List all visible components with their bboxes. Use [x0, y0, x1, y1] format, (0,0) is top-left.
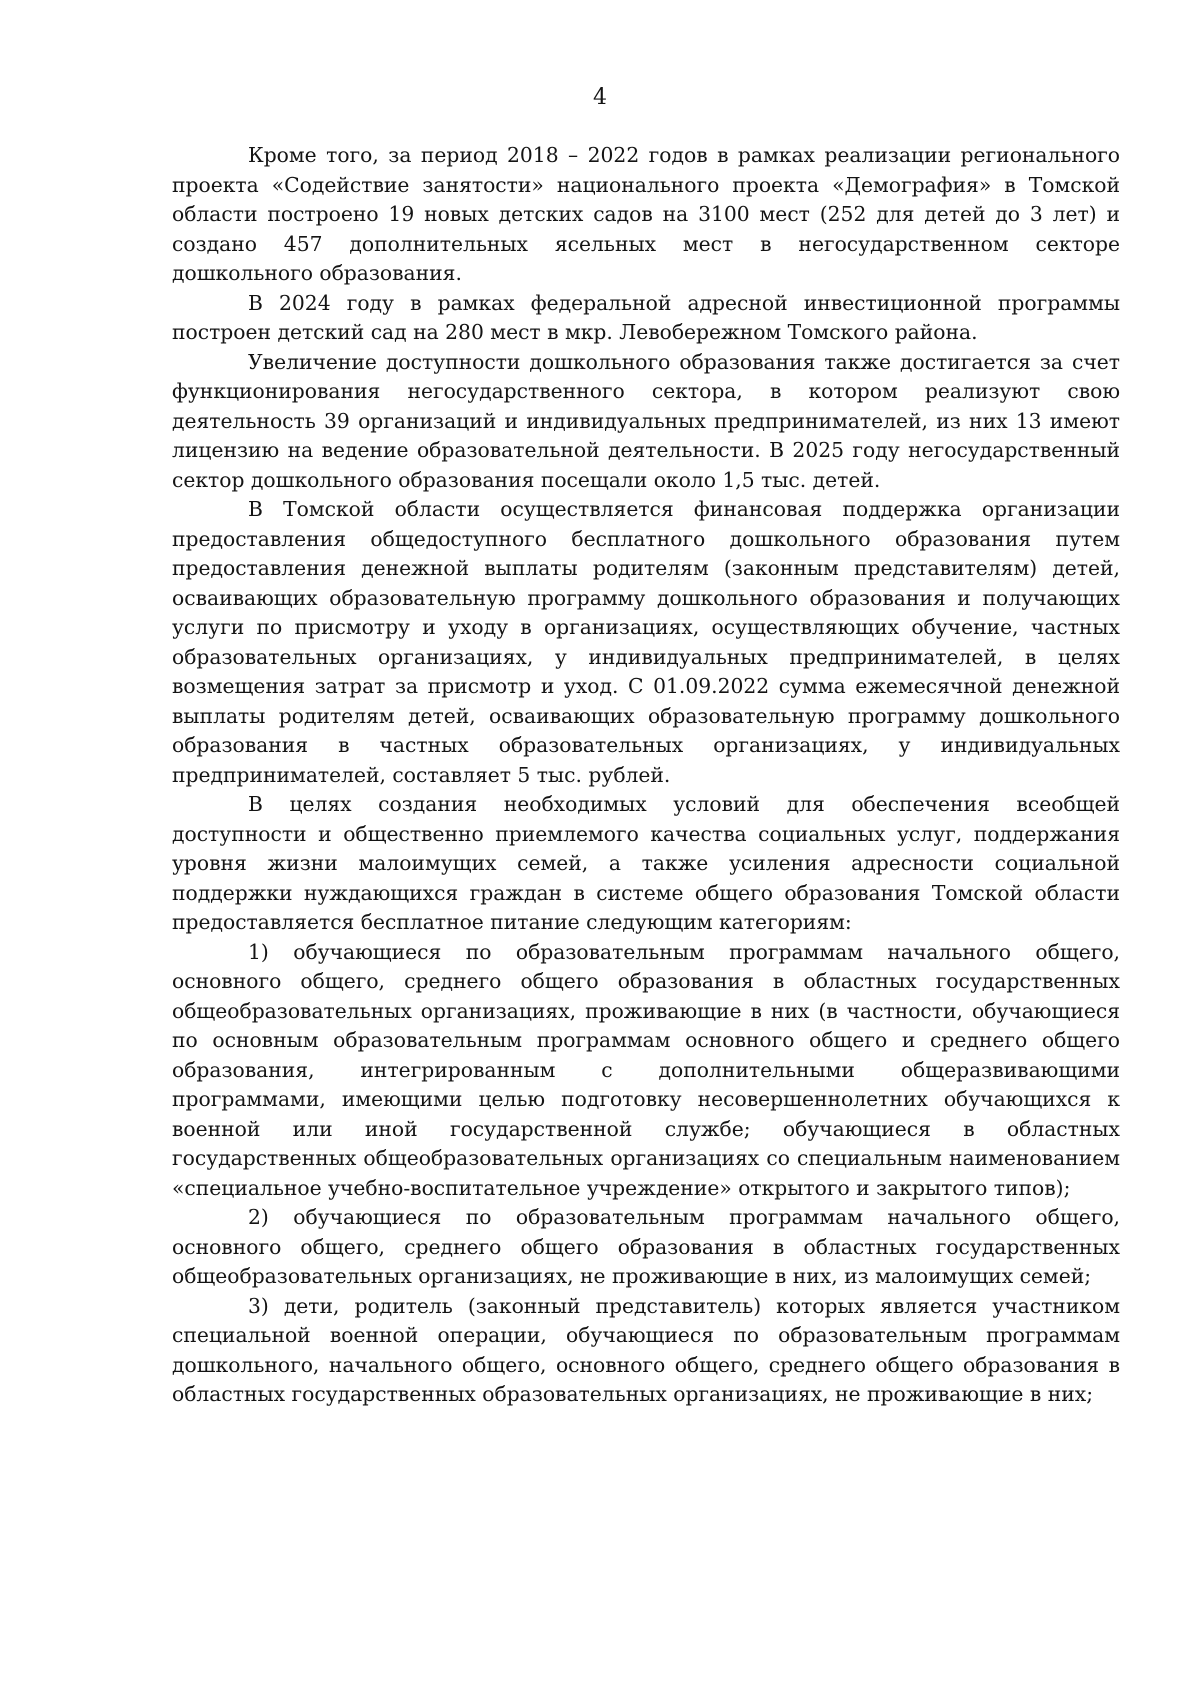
- paragraph-non-state-sector: Увеличение доступности дошкольного образования также достигается за счет функционирования негосударственного сектора, в котором реализуют свою деятельность 39 организаций и индивидуальных предпринимателей, из них 13 имеют лицензию на ведение образовательной деятельности. В 2025 году негосударственный сектор дошкольного образования посещали около 1,5 тыс. детей.: [172, 349, 1120, 492]
- page-number: 4: [593, 85, 607, 110]
- list-item-2: 2) обучающиеся по образовательным программам начального общего, основного общего, среднего общего образования в областных государственных общеобразовательных организациях, не проживающие в них, из малоимущих семей;: [172, 1205, 1120, 1288]
- paragraph-financial-support: В Томской области осуществляется финансовая поддержка организации предоставления общедоступного бесплатного дошкольного образования путем предоставления денежной выплаты родителям (законным представителям) детей, осваивающих образовательную программу дошкольного образования и получающих услуги по присмотру и уходу в организациях, осуществляющих обучение, частных образовательных организациях, у индивидуальных предпринимателей, в целях возмещения затрат за присмотр и уход. С 01.09.2022 сумма ежемесячной денежной выплаты родителям детей, осваивающих образовательную программу дошкольного образования в частных образовательных организациях, у индивидуальных предпринимателей, составляет 5 тыс. рублей.: [172, 497, 1120, 787]
- list-item-3: 3) дети, родитель (законный представитель) которых является участником специальной военной операции, обучающиеся по образовательным программам дошкольного, начального общего, основного общего, среднего общего образования в областных государственных образовательных организациях, не проживающие в них;: [172, 1293, 1120, 1406]
- paragraph-free-meals-intro: В целях создания необходимых условий для обеспечения всеобщей доступности и общественно приемлемого качества социальных услуг, поддержания уровня жизни малоимущих семей, а также усиления адресности социальной поддержки нуждающихся граждан в системе общего образования Томской области предоставляется бесплатное питание следующим категориям:: [172, 792, 1120, 934]
- document-body: [172, 141, 1120, 1410]
- paragraph-2024-kindergarten: В 2024 году в рамках федеральной адресной инвестиционной программы построен детский сад на 280 мест в мкр. Левобережном Томского района.: [172, 290, 1120, 344]
- paragraph-kindergartens-built: Кроме того, за период 2018 – 2022 годов в рамках реализации регионального проекта «Содействие занятости» национального проекта «Демография» в Томской области построено 19 новых детских садов на 3100 мест (252 для детей до 3 лет) и создано 457 дополнительных ясельных мест в негосударственном секторе дошкольного образования.: [172, 143, 1120, 285]
- list-item-1: 1) обучающиеся по образовательным программам начального общего, основного общего, среднего общего образования в областных государственных общеобразовательных организациях, проживающие в них (в частности, обучающиеся по основным образовательным программам основного общего и среднего общего образования, интегрированным с дополнительными общеразвивающими программами, имеющими целью подготовку несовершеннолетних обучающихся к военной или иной государственной службе; обучающиеся в областных государственных общеобразовательных организациях со специальным наименованием «специальное учебно-воспитательное учреждение» открытого и закрытого типов);: [172, 939, 1120, 1200]
